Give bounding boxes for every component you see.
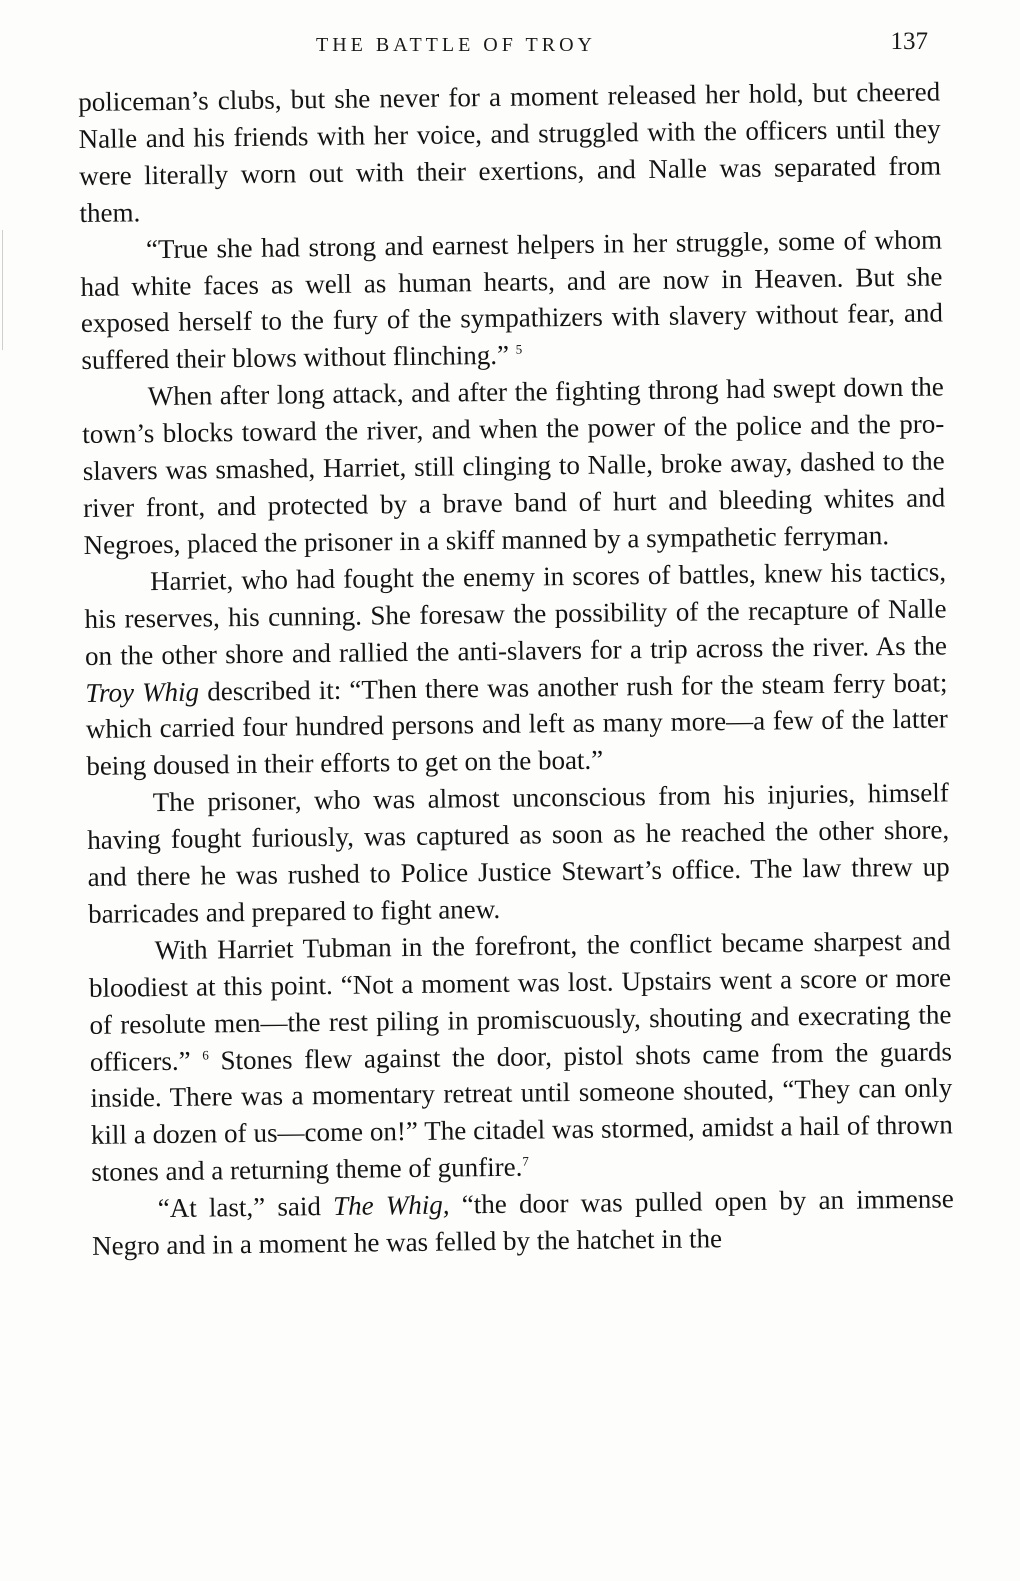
- paragraph-6-text-a: With Harriet Tubman in the forefront, the conflict became sharpest and bloodiest at this point. “Not a moment was lost. Upstairs went a score or more of resolute men—the rest piling in promiscuously, shouting and execrating the officers.”: [88, 925, 952, 1077]
- paragraph-7-text-b: “the door was pulled open by an immense Negro and in a moment he was felled by the hatchet in the: [92, 1183, 954, 1262]
- paragraph-4-text-a: Harriet, who had fought the enemy in scores of battles, knew his tactics, his reserves, his cunning. She foresaw the possibility of the recapture of Nalle on the other shore and rallied the anti-slavers for a trip across the river. As the: [84, 556, 948, 671]
- paragraph-4-text-b: described it: “Then there was another rush for the steam ferry boat; which carried four hundred persons and left as many more—a few of the latter being doused in their efforts to get on the boat.”: [85, 666, 949, 782]
- footnote-ref-5: 5: [515, 341, 523, 358]
- paragraph-3-text: When after long attack, and after the fighting throng had swept down the town’s blocks toward the river, and when the power of the police and the pro-slavers was smashed, Harriet, still clinging to Nalle, broke away, dashed to the river front, and protected by a brave band of hurt and bleeding whites and Negroes, placed the prisoner in a skiff manned by a sympathetic ferryman.: [82, 371, 946, 560]
- page-number: 137: [890, 28, 928, 55]
- paragraph-6: [88, 922, 953, 1191]
- paragraph-7: [92, 1181, 955, 1265]
- footnote-ref-6: 6: [202, 1047, 209, 1063]
- paragraph-5-text: The prisoner, who was almost unconscious from his injuries, himself having fought furiously, was captured as soon as he reached the other shore, and there he was rushed to Police Justice Stewart’s office. The law threw up barricades and prepared to fight anew.: [87, 777, 950, 929]
- running-title: THE BATTLE OF TROY: [316, 34, 596, 56]
- paragraph-1-text: policeman’s clubs, but she never for a moment released her hold, but cheered Nalle and his friends with her voice, and struggled with the officers until they were literally worn out with their exertions, and Nalle was separated from them.: [78, 76, 942, 228]
- body-text: [78, 73, 954, 1264]
- paragraph-4: [84, 553, 949, 785]
- footnote-ref-7: 7: [522, 1153, 529, 1169]
- scan-edge-line: [2, 230, 3, 350]
- paragraph-2: [80, 221, 944, 379]
- paragraph-1: [78, 73, 942, 231]
- running-head: [76, 28, 936, 62]
- newspaper-title-troy-whig: Troy Whig: [85, 676, 200, 708]
- paragraph-3: [82, 369, 946, 564]
- newspaper-title-the-whig: The Whig,: [332, 1189, 450, 1222]
- paragraph-5: [87, 775, 951, 933]
- paragraph-7-text-a: “At last,” said: [157, 1191, 322, 1224]
- paragraph-6-text-b: Stones flew against the door, pistol shots came from the guards inside. There was a momentary retreat until someone shouted, “They can only kill a dozen of us—come on!” The citadel was stormed, amidst a hail of thrown stones and a returning theme of gunfire.: [90, 1035, 953, 1188]
- paragraph-2-text: “True she had strong and earnest helpers in her struggle, some of whom had white faces as well as human hearts, and are now in Heaven. But she exposed herself to the fury of the sympathizers with slavery without fear, and suffered their blows without flinching.”: [80, 224, 944, 376]
